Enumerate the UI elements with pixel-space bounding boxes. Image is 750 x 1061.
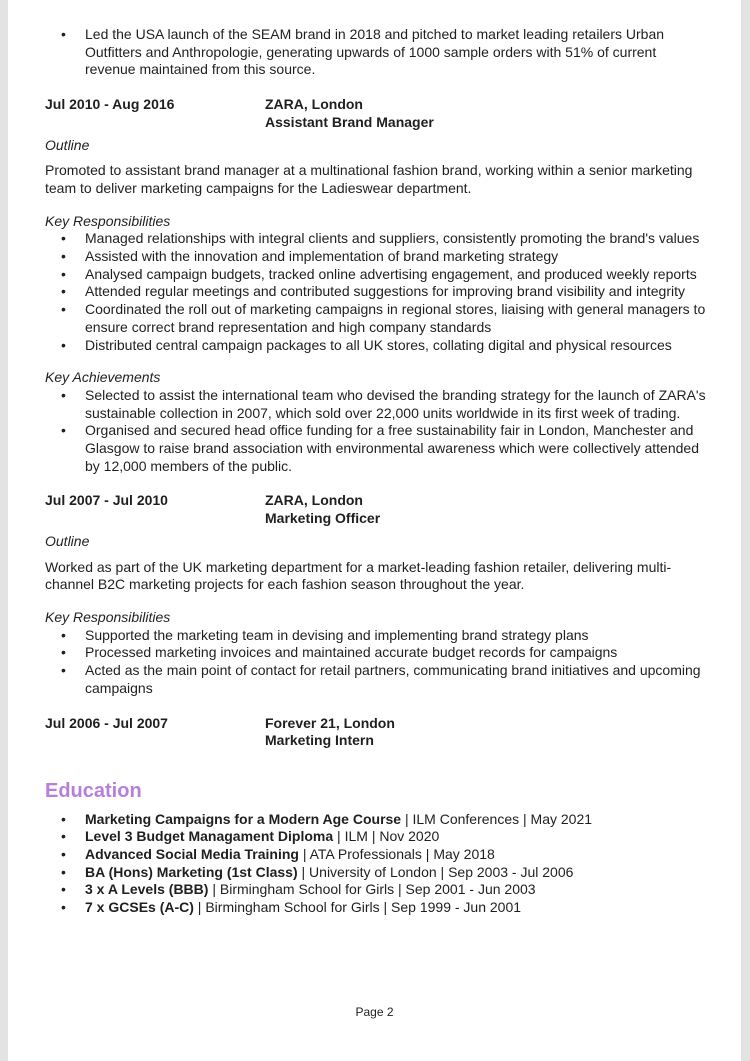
outline-label: Outline — [45, 136, 90, 153]
responsibilities-list — [45, 627, 710, 698]
list-item: • Organised and secured head office funding for a free sustainability fair in London, Manchester and Glasgow to raise brand association with environmental awareness which were collectively attended by 12,000 members of the public. — [45, 422, 710, 475]
list-item: • Distributed central campaign packages to all UK stores, collating digital and physical resources — [45, 337, 710, 355]
job-company-block — [265, 715, 395, 750]
education-item — [45, 899, 710, 917]
education-details: | ATA Professionals | May 2018 — [298, 846, 495, 863]
list-item: • Analysed campaign budgets, tracked online advertising engagement, and produced weekly reports — [45, 266, 710, 284]
outline-text: Promoted to assistant brand manager at a multinational fashion brand, working within a senior marketing team to deliver marketing campaigns for the Ladieswear department. — [45, 162, 693, 196]
education-item — [45, 828, 710, 846]
list-item: • Coordinated the roll out of marketing campaigns in regional stores, liaising with general managers to ensure correct brand representation and high company standards — [45, 301, 710, 336]
list-item: • Acted as the main point of contact for retail partners, communicating brand initiatives and upcoming campaigns — [45, 662, 710, 697]
education-details: | Birmingham School for Girls | Sep 1999 - Jun 2001 — [193, 899, 522, 916]
achievements-label: Key Achievements — [45, 369, 161, 386]
job-header — [45, 492, 710, 527]
job-dates: Jul 2007 - Jul 2010 — [45, 492, 168, 509]
education-list — [45, 811, 710, 917]
job-title: Marketing Intern — [265, 732, 374, 749]
outline-label: Outline — [45, 532, 90, 549]
job-dates: Jul 2010 - Aug 2016 — [45, 96, 175, 113]
job-dates: Jul 2006 - Jul 2007 — [45, 714, 168, 731]
job-company: ZARA, London — [265, 96, 363, 113]
job-title: Marketing Officer — [265, 510, 381, 527]
job-company-block — [265, 492, 380, 527]
list-item: • Supported the marketing team in devising and implementing brand strategy plans — [45, 627, 710, 645]
resume-page — [8, 0, 741, 1061]
job-entry — [45, 96, 710, 475]
list-item: • Led the USA launch of the SEAM brand in 2018 and pitched to market leading retailers Urban Outfitters and Anthropologie, generating upwards of 1000 sample orders with 51% of current revenue maintained from this source. — [45, 26, 710, 79]
job-title: Assistant Brand Manager — [265, 113, 434, 130]
list-item: • Attended regular meetings and contributed suggestions for improving brand visibility and integrity — [45, 283, 710, 301]
job-header — [45, 96, 710, 131]
education-qualification: Advanced Social Media Training — [85, 846, 299, 863]
education-heading: Education — [45, 779, 142, 802]
education-item — [45, 864, 710, 882]
education-qualification: BA (Hons) Marketing (1st Class) — [85, 863, 298, 880]
education-details: | University of London | Sep 2003 - Jul 2006 — [297, 863, 574, 880]
education-qualification: Marketing Campaigns for a Modern Age Course — [85, 810, 402, 827]
responsibilities-label: Key Responsibilities — [45, 212, 171, 229]
education-qualification: Level 3 Budget Managament Diploma — [85, 828, 334, 845]
responsibilities-label: Key Responsibilities — [45, 608, 171, 625]
education-details: | Birmingham School for Girls | Sep 2001 - Jun 2003 — [208, 881, 536, 898]
job-company: Forever 21, London — [265, 714, 395, 731]
page-number: Page 2 — [355, 1005, 394, 1019]
job-company: ZARA, London — [265, 492, 363, 509]
education-qualification: 3 x A Levels (BBB) — [85, 881, 209, 898]
education-item — [45, 881, 710, 899]
outline-text: Worked as part of the UK marketing department for a market-leading fashion retailer, delivering multi-channel B2C marketing projects for each fashion season throughout the year. — [45, 558, 672, 593]
list-item: • Assisted with the innovation and implementation of brand marketing strategy — [45, 248, 710, 266]
list-item: • Processed marketing invoices and maintained accurate budget records for campaigns — [45, 644, 710, 662]
education-details: | ILM Conferences | May 2021 — [401, 810, 593, 827]
job-header — [45, 715, 710, 750]
job-entry — [45, 492, 710, 697]
education-item — [45, 811, 710, 829]
education-item — [45, 846, 710, 864]
job-company-block — [265, 96, 434, 131]
education-qualification: 7 x GCSEs (A-C) — [85, 899, 194, 916]
responsibilities-list — [45, 230, 710, 354]
list-item: • Selected to assist the international team who devised the branding strategy for the launch of ZARA's sustainable collection in 2007, which sold over 22,000 units worldwide in its first week of trading. — [45, 387, 710, 422]
achievements-list — [45, 387, 710, 476]
intro-bullet-list — [45, 26, 710, 79]
resume-content — [45, 26, 710, 917]
list-item: • Managed relationships with integral clients and suppliers, consistently promoting the brand's values — [45, 230, 710, 248]
education-details: | ILM | Nov 2020 — [333, 828, 440, 845]
job-entry — [45, 715, 710, 750]
